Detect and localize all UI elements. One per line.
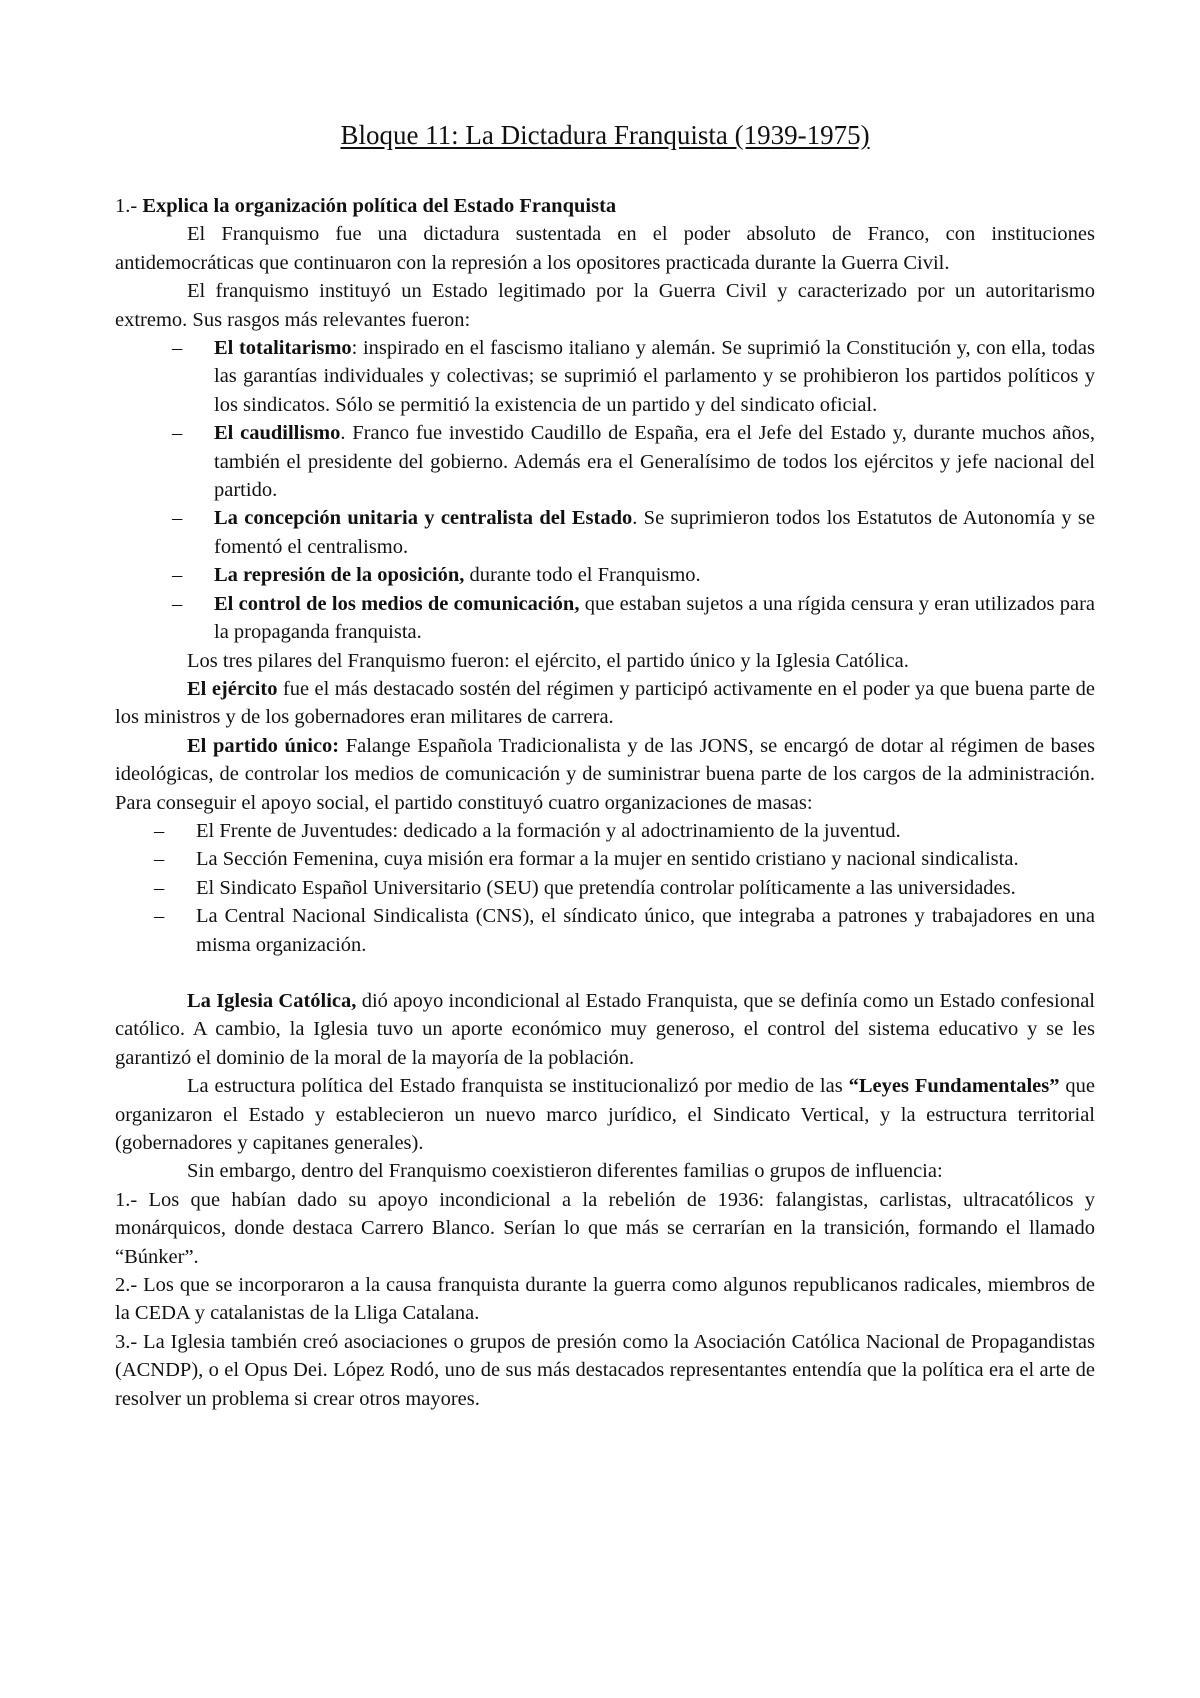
dash-bullet: – [172,592,183,615]
trait-term: El totalitarismo [214,337,352,360]
army-term: El ejército [187,677,278,700]
list-item [172,334,1095,419]
party-text: Falange Española Tradicionalista y de las JONS, se encargó de dotar al régimen de bases ideológicas, de controlar los medios de comunicación y de suministrar buena parte de los cargos de la administración. Para conseguir el apoyo social, el partido constituyó cuatro organizaciones de masas: [115,734,1095,814]
paragraph-laws [115,1072,1095,1157]
army-text: fue el más destacado sostén del régimen y participó activamente en el poder ya que buena parte de los ministros y de los gobernadores eran militares de carrera. [115,677,1095,729]
dash-bullet: – [154,876,165,899]
dash-bullet: – [172,564,183,587]
trait-text: . Se suprimieron todos los Estatutos de Autonomía y se fomentó el centralismo. [214,507,1095,558]
laws-post: que organizaron el Estado y establecieron un nuevo marco jurídico, el Sindicato Vertical, y la estructura territorial (gobernadores y capitanes generales). [115,1075,1096,1154]
paragraph-church [115,987,1095,1072]
dash-bullet: – [172,507,183,530]
paragraph-intro: El Franquismo fue una dictadura sustentada en el poder absoluto de Franco, con instituciones antidemocráticas que continuaron con la represión a los opositores practicada durante la Guerra Civil. [115,223,1095,274]
paragraph-pillars: Los tres pilares del Franquismo fueron: el ejército, el partido único y la Iglesia Católica. [187,649,909,672]
group-item: 3.- La Iglesia también creó asociaciones o grupos de presión como la Asociación Católica Nacional de Propagandistas (ACNDP), o el Opus Dei. López Rodó, uno de sus más destacados representantes entendía que la política era el arte de resolver un problema si crear otros mayores. [115,1330,1095,1410]
traits-list [172,334,1095,646]
question-number: 1.- [115,195,143,217]
spacer [115,959,1095,987]
question-text: Explica la organización política del Estado Franquista [142,195,617,217]
trait-term: La concepción unitaria y centralista del Estado [214,507,633,530]
dash-bullet: – [172,337,183,360]
dash-bullet: – [154,848,165,871]
church-text: dió apoyo incondicional al Estado Franquista, que se definía como un Estado confesional católico. A cambio, la Iglesia tuvo un aporte económico muy generoso, el control del sistema educativo y se les garantizó el dominio de la moral de la mayoría de la población. [115,989,1095,1069]
group-item: 2.- Los que se incorporaron a la causa franquista durante la guerra como algunos republicanos radicales, miembros de la CEDA y catalanistas de la Lliga Catalana. [115,1274,1095,1325]
paragraph-families: Sin embargo, dentro del Franquismo coexistieron diferentes familias o grupos de influencia: [187,1160,943,1183]
list-item [172,590,1095,647]
trait-text: : inspirado en el fascismo italiano y alemán. Se suprimió la Constitución y, con ella, todas las garantías individuales y colectivas; se suprimió el parlamento y se prohibieron los partidos políticos y los sindicatos. Sólo se permitió la existencia de un partido y del sindicato oficial. [214,337,1095,416]
list-item [172,561,1095,589]
org-text: El Sindicato Español Universitario (SEU) que pretendía controlar políticamente a las universidades. [196,876,1016,899]
trait-term: El caudillismo [214,422,341,445]
organizations-list [154,817,1095,959]
dash-bullet: – [154,819,165,842]
dash-bullet: – [154,905,165,928]
laws-term: “Leyes Fundamentales” [848,1075,1060,1098]
list-item [154,817,1095,845]
trait-term: La represión de la oposición, [214,564,465,587]
trait-text: . Franco fue investido Caudillo de España, era el Jefe del Estado y, durante muchos años, también el presidente del gobierno. Además era el Generalísimo de todos los ejércitos y jefe nacional del partido. [214,422,1096,502]
org-text: La Sección Femenina, cuya misión era formar a la mujer en sentido cristiano y nacional sindicalista. [196,848,1019,871]
trait-text: que estaban sujetos a una rígida censura y eran utilizados para la propaganda franquista. [214,592,1095,644]
dash-bullet: – [172,422,183,445]
list-item [154,902,1095,959]
list-item [172,419,1095,504]
list-item [154,874,1095,902]
page-title: Bloque 11: La Dictadura Franquista (1939-1975) [340,120,870,150]
trait-term: El control de los medios de comunicación, [214,592,580,615]
list-item [154,845,1095,873]
laws-pre: La estructura política del Estado franquista se institucionalizó por medio de las [187,1075,849,1098]
list-item [172,504,1095,561]
paragraph-party [115,732,1095,817]
org-text: El Frente de Juventudes: dedicado a la formación y al adoctrinamiento de la juventud. [196,819,901,842]
paragraph-traits-intro: El franquismo instituyó un Estado legitimado por la Guerra Civil y caracterizado por un autoritarismo extremo. Sus rasgos más relevantes fueron: [115,280,1095,331]
trait-text: durante todo el Franquismo. [464,564,701,587]
paragraph-army [115,675,1095,732]
group-item: 1.- Los que habían dado su apoyo incondicional a la rebelión de 1936: falangistas, carlistas, ultracatólicos y monárquicos, donde destaca Carrero Blanco. Serían lo que más se cerrarían en la transición, formando el llamado “Búnker”. [115,1188,1095,1268]
party-term: El partido único: [187,734,340,757]
question-heading [115,192,1095,220]
church-term: La Iglesia Católica, [187,989,357,1012]
org-text: La Central Nacional Sindicalista (CNS), el síndicato único, que integraba a patrones y trabajadores en una misma organización. [196,905,1095,956]
